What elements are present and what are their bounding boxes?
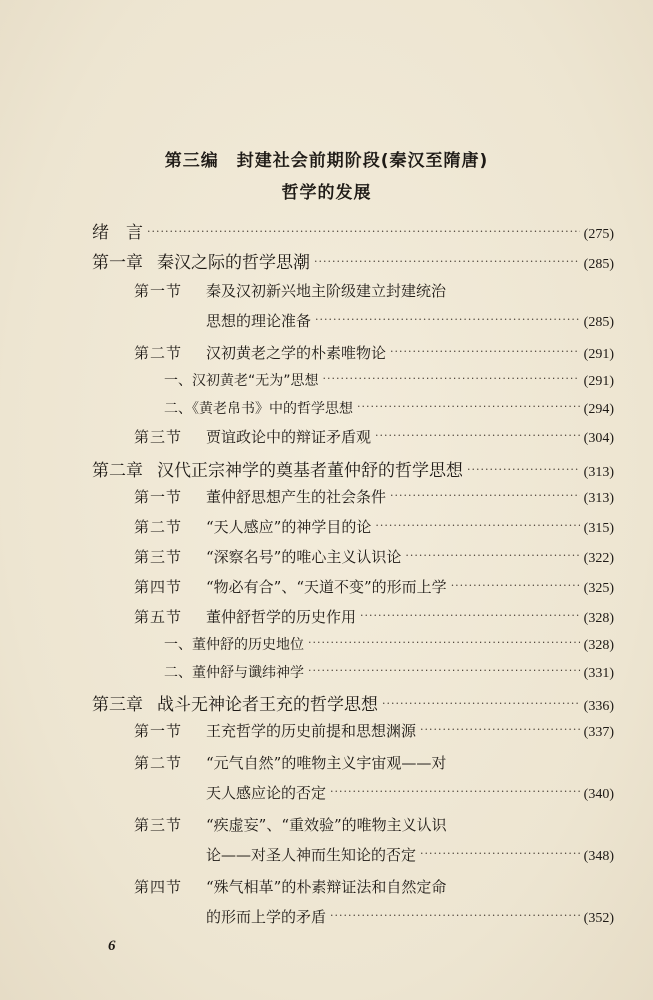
section-title: “天人感应”的神学目的论 <box>206 518 372 536</box>
toc-chapter-1[interactable] <box>92 248 614 273</box>
entry-page: (291) <box>583 374 614 389</box>
entry-page: (322) <box>583 551 614 566</box>
entry-page: (304) <box>583 431 614 446</box>
toc-section-3-4[interactable] <box>134 876 614 897</box>
entry-page: (291) <box>583 347 614 362</box>
entry-page: (336) <box>583 699 614 714</box>
section-label: 第四节 <box>134 578 183 596</box>
entry-page: (285) <box>583 257 614 272</box>
leader-dots <box>467 463 580 476</box>
leader-dots <box>147 225 580 238</box>
section-label: 第三节 <box>134 816 183 834</box>
leader-dots <box>360 609 580 622</box>
chapter-label: 第三章 <box>92 695 143 715</box>
entry-page: (313) <box>583 465 614 480</box>
section-label: 第三节 <box>134 428 183 446</box>
leader-dots <box>375 519 579 532</box>
section-title-cont: 的形而上学的矛盾 <box>206 908 327 926</box>
toc-chapter-2[interactable] <box>92 456 614 481</box>
entry-page: (313) <box>583 491 614 506</box>
entry-page: (340) <box>583 787 614 802</box>
toc-section-2-4[interactable] <box>134 576 614 597</box>
toc-section-3-3[interactable] <box>134 814 614 835</box>
entry-page: (348) <box>583 849 614 864</box>
section-label: 第二节 <box>134 518 183 536</box>
entry-page: (325) <box>583 581 614 596</box>
section-title: “元气自然”的唯物主义宇宙观——对 <box>206 754 447 772</box>
entry-page: (285) <box>583 315 614 330</box>
toc-section-1-1-cont[interactable] <box>206 310 614 331</box>
leader-dots <box>330 785 580 798</box>
section-label: 第四节 <box>134 878 183 896</box>
leader-dots <box>390 489 580 502</box>
entry-page: (275) <box>583 227 614 242</box>
section-title: 董仲舒哲学的历史作用 <box>206 608 357 626</box>
leader-dots <box>323 372 580 385</box>
entry-page: (315) <box>583 521 614 536</box>
toc-section-1-1[interactable] <box>134 280 614 301</box>
leader-dots <box>330 909 580 922</box>
section-label: 第二节 <box>134 754 183 772</box>
toc-section-3-1[interactable] <box>134 720 614 741</box>
section-label: 第五节 <box>134 608 183 626</box>
leader-dots <box>420 723 580 736</box>
leader-dots <box>375 429 580 442</box>
section-title-cont: 天人感应论的否定 <box>206 784 327 802</box>
section-title: “物必有合”、“天道不变”的形而上学 <box>206 578 447 596</box>
section-title: “疾虚妄”、“重效验”的唯物主义认识 <box>206 816 447 834</box>
toc-section-1-2[interactable] <box>134 342 614 363</box>
toc-section-2-3[interactable] <box>134 546 614 567</box>
subsection-title: 二、董仲舒与谶纬神学 <box>164 665 304 681</box>
leader-dots <box>314 255 580 268</box>
leader-dots <box>420 847 580 860</box>
toc-subsection-2-5-1[interactable] <box>164 634 614 654</box>
toc-subsection-2-5-2[interactable] <box>164 662 614 682</box>
section-title: 贾谊政论中的辩证矛盾观 <box>206 428 372 446</box>
entry-page: (337) <box>583 725 614 740</box>
section-title: “深察名号”的唯心主义认识论 <box>206 548 402 566</box>
leader-dots <box>315 313 580 326</box>
leader-dots <box>308 664 580 677</box>
page-number: 6 <box>108 938 116 954</box>
entry-page: (328) <box>583 611 614 626</box>
toc-section-3-3-cont[interactable] <box>206 844 614 865</box>
section-label: 第一节 <box>134 282 183 300</box>
toc-chapter-3[interactable] <box>92 690 614 715</box>
section-title: 王充哲学的历史前提和思想渊源 <box>206 722 417 740</box>
subsection-title: 一、董仲舒的历史地位 <box>164 637 304 653</box>
entry-page: (352) <box>583 911 614 926</box>
section-label: 第一节 <box>134 488 183 506</box>
chapter-label: 第一章 <box>92 253 143 273</box>
entry-title: 绪 言 <box>92 223 143 243</box>
part-subtitle: 哲学的发展 <box>281 183 372 203</box>
section-label: 第二节 <box>134 344 183 362</box>
toc-section-2-5[interactable] <box>134 606 614 627</box>
section-title: 秦及汉初新兴地主阶级建立封建统治 <box>206 282 447 300</box>
subsection-title: 一、汉初黄老“无为”思想 <box>164 373 319 389</box>
leader-dots <box>405 549 579 562</box>
section-title: “殊气相革”的朴素辩证法和自然定命 <box>206 878 447 896</box>
leader-dots <box>390 345 580 358</box>
leader-dots <box>451 579 580 592</box>
leader-dots <box>308 636 580 649</box>
section-title: 董仲舒思想产生的社会条件 <box>206 488 387 506</box>
entry-page: (294) <box>583 402 614 417</box>
subsection-title: 二、《黄老帛书》中的哲学思想 <box>164 401 353 417</box>
chapter-title: 秦汉之际的哲学思潮 <box>157 253 310 273</box>
toc-subsection-1-2-2[interactable] <box>164 398 614 418</box>
toc-entry-intro[interactable] <box>92 218 614 243</box>
leader-dots <box>357 400 580 413</box>
toc-section-3-2-cont[interactable] <box>206 782 614 803</box>
section-title-cont: 论——对圣人神而生知论的否定 <box>206 846 417 864</box>
chapter-label: 第二章 <box>92 461 143 481</box>
entry-page: (331) <box>583 666 614 681</box>
leader-dots <box>382 697 580 710</box>
section-title-cont: 思想的理论准备 <box>206 312 312 330</box>
toc-section-2-2[interactable] <box>134 516 614 537</box>
toc-subsection-1-2-1[interactable] <box>164 370 614 390</box>
chapter-title: 汉代正宗神学的奠基者董仲舒的哲学思想 <box>157 461 463 481</box>
section-label: 第一节 <box>134 722 183 740</box>
section-title: 汉初黄老之学的朴素唯物论 <box>206 344 387 362</box>
section-label: 第三节 <box>134 548 183 566</box>
toc-section-3-2[interactable] <box>134 752 614 773</box>
part-title: 第三编 封建社会前期阶段(秦汉至隋唐) <box>164 151 489 171</box>
toc-section-1-3[interactable] <box>134 426 614 447</box>
chapter-title: 战斗无神论者王充的哲学思想 <box>157 695 378 715</box>
toc-section-2-1[interactable] <box>134 486 614 507</box>
toc-section-3-4-cont[interactable] <box>206 906 614 927</box>
entry-page: (328) <box>583 638 614 653</box>
